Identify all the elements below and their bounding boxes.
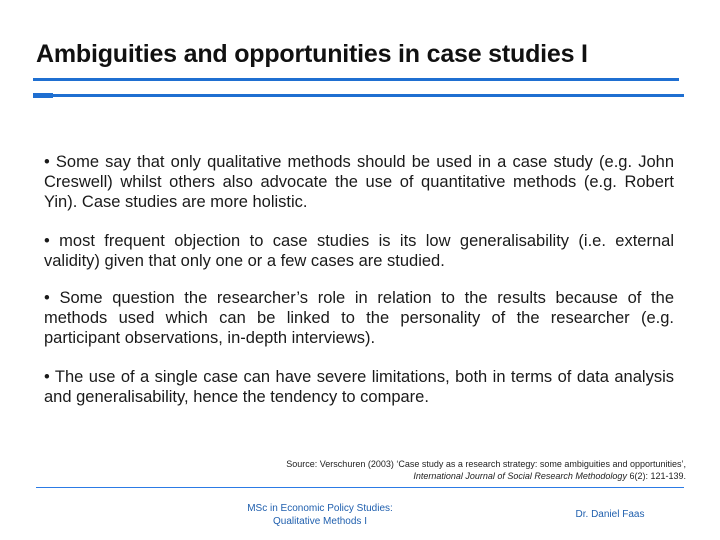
bullet-item: • Some question the researcher’s role in relation to the results because of the methods used which can be linked to the personality of the researcher (e.g. participant observations, in-depth interviews). [44, 289, 674, 347]
footer-divider [36, 487, 684, 488]
source-journal: International Journal of Social Research Methodology [413, 471, 627, 481]
source-citation [206, 458, 686, 482]
footer-author: Dr. Daniel Faas [575, 509, 645, 520]
footer-course [220, 502, 420, 528]
source-issue: 6(2): 121-139. [626, 471, 686, 481]
source-journal-line [206, 470, 686, 482]
bullet-item: • Some say that only qualitative methods should be used in a case study (e.g. John Creswell) whilst others also advocate the use of quantitative methods (e.g. Robert Yin). Case studies are more holistic. [44, 153, 674, 211]
bullet-item: • The use of a single case can have severe limitations, both in terms of data analysis and generalisability, hence the tendency to compare. [44, 368, 674, 406]
bullet-item: • most frequent objection to case studies is its low generalisability (i.e. external validity) given that only one or a few cases are studied. [44, 232, 674, 270]
bullet-list [44, 152, 674, 426]
title-divider [33, 94, 684, 97]
title-underline [33, 78, 679, 81]
footer-course-line: MSc in Economic Policy Studies: [247, 503, 393, 514]
footer-course-line: Qualitative Methods I [273, 516, 367, 527]
source-line: Source: Verschuren (2003) ‘Case study as a research strategy: some ambiguities and opportunities’, [286, 459, 686, 469]
slide-title: Ambiguities and opportunities in case studies I [36, 40, 588, 68]
